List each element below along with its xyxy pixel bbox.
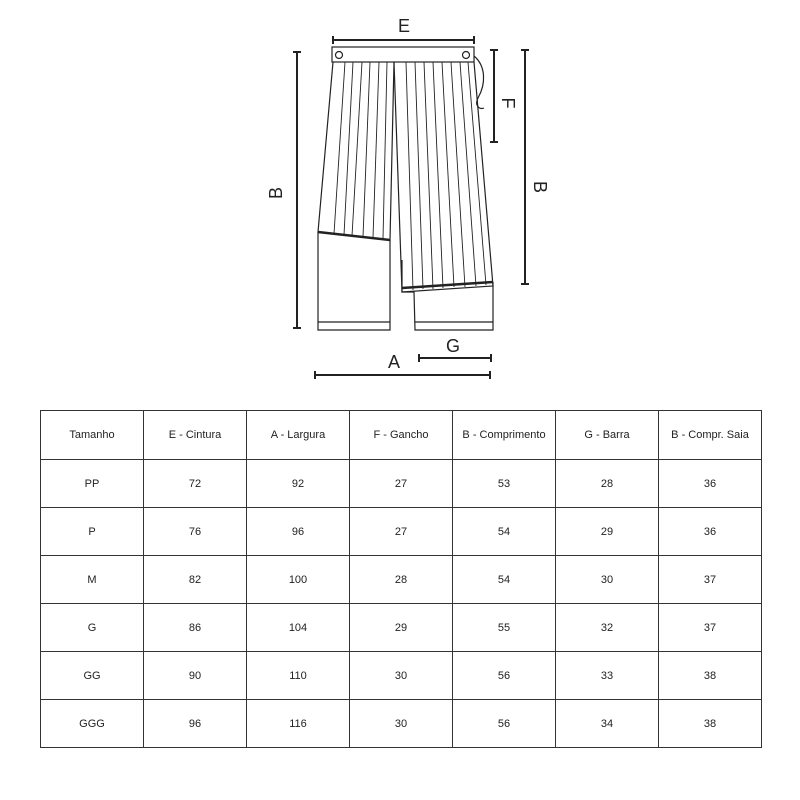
table-cell: M (41, 556, 144, 604)
table-cell: 96 (144, 700, 247, 748)
table-cell: 36 (659, 460, 762, 508)
table-cell: 86 (144, 604, 247, 652)
table-cell: 30 (350, 700, 453, 748)
table-cell: 54 (453, 508, 556, 556)
dimension-b-left (293, 52, 301, 328)
header-skirt-length: B - Compr. Saia (659, 411, 762, 460)
table-cell: 29 (350, 604, 453, 652)
table-cell: 34 (556, 700, 659, 748)
table-header-row (41, 411, 762, 460)
table-cell: G (41, 604, 144, 652)
table-cell: 76 (144, 508, 247, 556)
table-row (41, 556, 762, 604)
table-row (41, 652, 762, 700)
table-cell: 32 (556, 604, 659, 652)
table-cell: GGG (41, 700, 144, 748)
header-width: A - Largura (247, 411, 350, 460)
table-cell: 30 (350, 652, 453, 700)
table-cell: 82 (144, 556, 247, 604)
table-cell: 38 (659, 700, 762, 748)
label-e: E (397, 16, 411, 36)
table-cell: 56 (453, 700, 556, 748)
table-cell: 92 (247, 460, 350, 508)
table-cell: 100 (247, 556, 350, 604)
table-cell: 37 (659, 556, 762, 604)
table-cell: PP (41, 460, 144, 508)
table-cell: P (41, 508, 144, 556)
skirt-pleats (334, 62, 486, 290)
table-cell: 29 (556, 508, 659, 556)
table-cell: 54 (453, 556, 556, 604)
dimension-b-right (521, 50, 529, 284)
table-cell: 38 (659, 652, 762, 700)
header-rise: F - Gancho (350, 411, 453, 460)
header-length: B - Comprimento (453, 411, 556, 460)
table-cell: 33 (556, 652, 659, 700)
table-cell: 28 (350, 556, 453, 604)
table-row (41, 700, 762, 748)
dimension-f (490, 50, 498, 142)
label-g: G (445, 336, 461, 356)
label-b-right: B (530, 180, 550, 194)
table-cell: 110 (247, 652, 350, 700)
table-cell: 55 (453, 604, 556, 652)
table-cell: 104 (247, 604, 350, 652)
table-cell: 72 (144, 460, 247, 508)
header-hem: G - Barra (556, 411, 659, 460)
skirt-hem-left (318, 232, 390, 240)
table-row (41, 460, 762, 508)
header-size: Tamanho (41, 411, 144, 460)
table-cell: GG (41, 652, 144, 700)
dimension-e (333, 36, 474, 44)
label-a: A (387, 352, 401, 372)
waistband (332, 47, 474, 62)
table-row (41, 508, 762, 556)
label-f: F (498, 97, 518, 109)
table-cell: 27 (350, 508, 453, 556)
table-cell: 116 (247, 700, 350, 748)
dimension-a (315, 371, 490, 379)
skirt-panel-left (318, 62, 394, 240)
header-waist: E - Cintura (144, 411, 247, 460)
table-cell: 53 (453, 460, 556, 508)
trouser-leg-left (318, 232, 390, 330)
table-cell: 27 (350, 460, 453, 508)
trouser-leg-right (402, 260, 493, 330)
table-cell: 30 (556, 556, 659, 604)
table-row (41, 604, 762, 652)
table-cell: 28 (556, 460, 659, 508)
size-chart-table (40, 410, 762, 748)
table-cell: 96 (247, 508, 350, 556)
table-cell: 56 (453, 652, 556, 700)
table-cell: 90 (144, 652, 247, 700)
table-cell: 37 (659, 604, 762, 652)
label-b-left: B (266, 186, 286, 200)
table-cell: 36 (659, 508, 762, 556)
